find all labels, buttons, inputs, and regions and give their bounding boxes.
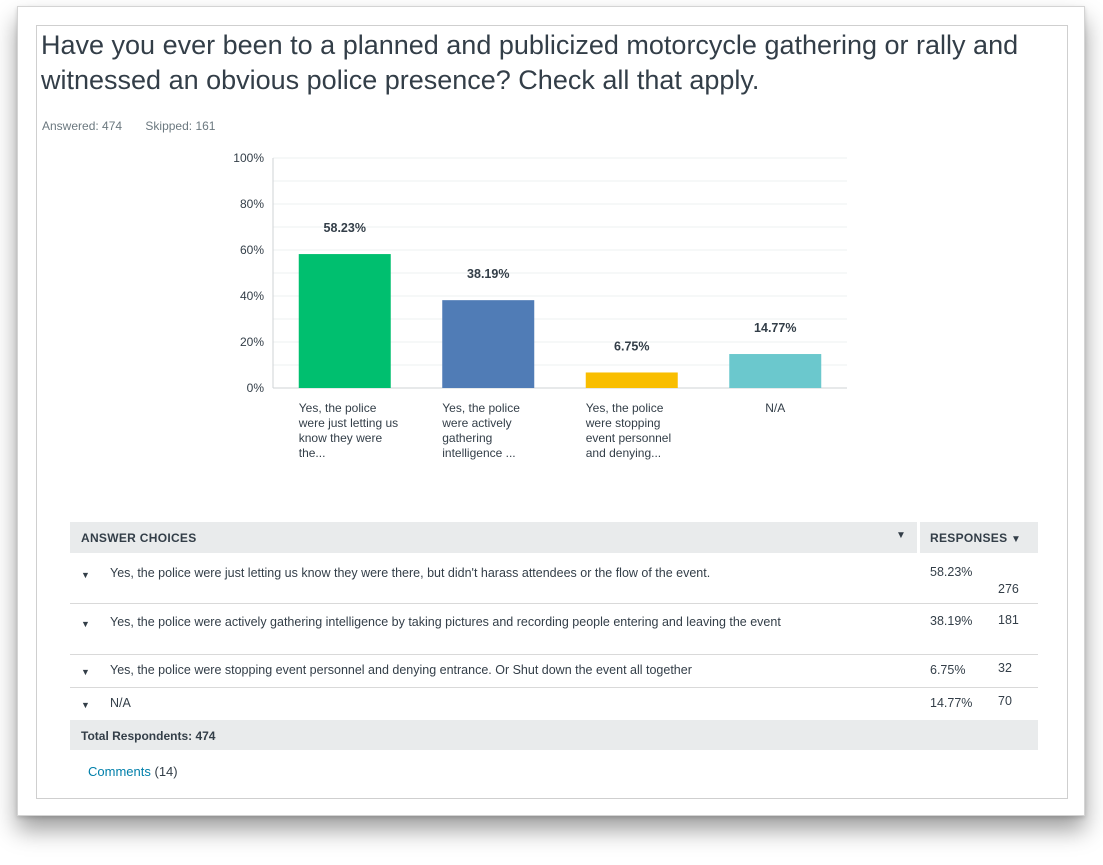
expand-caret-icon[interactable]: ▼ bbox=[81, 667, 90, 677]
response-count: 276 bbox=[998, 582, 1019, 596]
bar-chart bbox=[37, 26, 1067, 496]
response-percent: 58.23% bbox=[930, 565, 973, 579]
table-row bbox=[70, 655, 1038, 688]
x-tick-label: N/A bbox=[765, 401, 786, 415]
comments-link[interactable]: Comments bbox=[88, 764, 151, 779]
y-tick-label: 40% bbox=[239, 289, 264, 303]
comments bbox=[88, 764, 178, 779]
question-panel bbox=[36, 25, 1068, 799]
y-tick-label: 60% bbox=[239, 243, 264, 257]
skipped-count: Skipped: 161 bbox=[145, 119, 216, 133]
total-respondents: Total Respondents: 474 bbox=[81, 729, 216, 743]
expand-caret-icon[interactable]: ▼ bbox=[81, 700, 90, 710]
data-label: 38.19% bbox=[467, 267, 510, 282]
bar bbox=[729, 354, 821, 388]
expand-caret-icon[interactable]: ▼ bbox=[81, 619, 90, 629]
data-label: 58.23% bbox=[323, 221, 366, 236]
header-divider bbox=[917, 522, 920, 553]
y-tick-label: 20% bbox=[239, 335, 264, 349]
sort-choices-icon[interactable]: ▼ bbox=[896, 530, 907, 541]
table-header bbox=[70, 522, 1038, 553]
bar bbox=[442, 300, 534, 388]
response-count: 32 bbox=[998, 661, 1012, 675]
response-percent: 14.77% bbox=[930, 696, 973, 710]
y-tick-label: 100% bbox=[233, 151, 264, 165]
bar bbox=[299, 254, 391, 388]
table-row bbox=[70, 604, 1038, 655]
question-title: Have you ever been to a planned and publicized motorcycle gathering or rally and witnessed an obvious police presence? Check all that apply. bbox=[41, 30, 1019, 95]
table-row bbox=[70, 553, 1038, 604]
x-tick-label: Yes, the police were actively gathering intelligence ... bbox=[442, 401, 520, 460]
comments-count: (14) bbox=[154, 764, 178, 779]
survey-card bbox=[17, 6, 1085, 816]
answered-count: Answered: 474 bbox=[42, 119, 123, 133]
responses-header[interactable] bbox=[930, 531, 1021, 545]
answer-choice-text: Yes, the police were just letting us know they were there, but didn't harass attendees or the flow of the event. bbox=[110, 566, 711, 580]
answer-table bbox=[70, 522, 1038, 750]
answer-choice-text: Yes, the police were actively gathering intelligence by taking pictures and recording people entering and leaving the event bbox=[110, 615, 781, 629]
sort-responses-icon[interactable]: ▼ bbox=[1011, 534, 1022, 545]
bar bbox=[586, 372, 678, 388]
response-count: 181 bbox=[998, 613, 1019, 627]
y-tick-label: 0% bbox=[246, 381, 264, 395]
response-percent: 38.19% bbox=[930, 614, 973, 628]
table-row bbox=[70, 688, 1038, 720]
data-label: 14.77% bbox=[754, 321, 797, 336]
expand-caret-icon[interactable]: ▼ bbox=[81, 570, 90, 580]
answer-choice-text: Yes, the police were stopping event personnel and denying entrance. Or Shut down the event all together bbox=[110, 663, 692, 677]
table-footer bbox=[70, 720, 1038, 750]
responses-header-label: RESPONSES bbox=[930, 531, 1008, 545]
response-count: 70 bbox=[998, 694, 1012, 708]
answer-choice-text: N/A bbox=[110, 696, 131, 710]
response-percent: 6.75% bbox=[930, 663, 966, 677]
data-label: 6.75% bbox=[614, 339, 650, 354]
answer-choices-header[interactable]: ANSWER CHOICES bbox=[81, 531, 197, 545]
y-tick-label: 80% bbox=[239, 197, 264, 211]
x-tick-label: Yes, the police were stopping event personnel and denying... bbox=[585, 401, 672, 460]
x-tick-label: Yes, the police were just letting us know they were the... bbox=[298, 401, 399, 460]
